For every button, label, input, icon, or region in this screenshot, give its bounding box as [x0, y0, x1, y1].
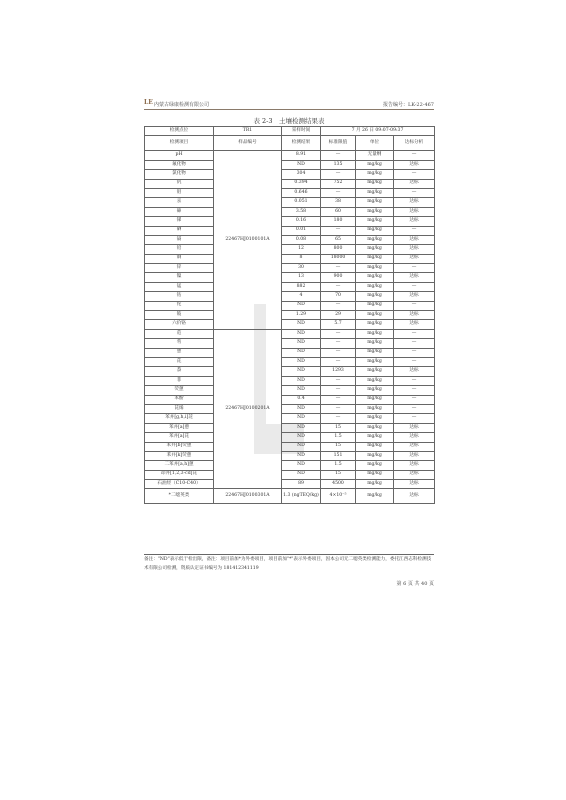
table-row	[145, 461, 435, 470]
item-cell: 苯酚	[145, 395, 214, 404]
unit-cell: mg/kg	[356, 226, 394, 235]
company-name: 内蒙古绿康检测有限公司	[154, 102, 210, 108]
item-cell: 汞	[145, 198, 214, 207]
table-row	[145, 470, 435, 479]
unit-cell: mg/kg	[356, 264, 394, 273]
item-cell: 锰	[145, 282, 214, 291]
result-cell: 882	[282, 282, 321, 291]
item-cell: 镉	[145, 235, 214, 244]
table-row	[145, 273, 435, 282]
unit-cell: mg/kg	[356, 207, 394, 216]
analysis-cell: 达标	[394, 470, 435, 479]
footnote: 备注："ND"表示低于检出限，备注：项目前加*为外委项目，项目前加"*"表示外委项目，因本公司无二噁英类检测能力，委托江西志科检测技术有限公司检测，资质认定证书编号为 181412341119	[144, 554, 434, 573]
result-cell: 12	[282, 245, 321, 254]
item-cell: 萘	[145, 367, 214, 376]
limit-cell: 5.7	[321, 320, 356, 329]
analysis-cell: 达标	[394, 311, 435, 320]
table-row	[145, 282, 435, 291]
limit-cell: 15	[321, 470, 356, 479]
table-row	[145, 329, 435, 338]
limit-cell: —	[321, 151, 356, 160]
company-logo: LE	[144, 99, 153, 106]
analysis-cell: 达标	[394, 273, 435, 282]
limit-cell: 135	[321, 160, 356, 169]
analysis-cell: 达标	[394, 451, 435, 460]
unit-cell: mg/kg	[356, 433, 394, 442]
limit-cell: 1.5	[321, 433, 356, 442]
unit-cell: mg/kg	[356, 301, 394, 310]
unit-cell: mg/kg	[356, 160, 394, 169]
table-row	[145, 311, 435, 320]
table-row	[145, 376, 435, 385]
unit-cell: mg/kg	[356, 245, 394, 254]
table-row	[145, 423, 435, 432]
limit-cell: —	[321, 395, 356, 404]
result-cell: ND	[282, 386, 321, 395]
limit-cell: 70	[321, 292, 356, 301]
item-cell: 芴	[145, 339, 214, 348]
item-cell: 苯并[k]荧蒽	[145, 451, 214, 460]
analysis-cell: —	[394, 386, 435, 395]
result-cell: 8	[282, 254, 321, 263]
item-cell: 苊	[145, 329, 214, 338]
table-row	[145, 151, 435, 160]
soil-results-table	[144, 126, 435, 504]
item-cell: 二苯并[a,h]蒽	[145, 461, 214, 470]
header-row	[145, 136, 435, 151]
analysis-cell: 达标	[394, 198, 435, 207]
limit-cell: 151	[321, 451, 356, 460]
limit-cell: 18000	[321, 254, 356, 263]
col-unit: 单位	[356, 136, 394, 151]
limit-cell: —	[321, 170, 356, 179]
table-row	[145, 367, 435, 376]
unit-cell: mg/kg	[356, 470, 394, 479]
table-row	[145, 226, 435, 235]
sample-id-cell: 22467HJ0100201A	[214, 329, 282, 489]
unit-cell: mg/kg	[356, 188, 394, 197]
unit-cell: mg/kg	[356, 292, 394, 301]
table-row	[145, 357, 435, 366]
analysis-cell: 达标	[394, 245, 435, 254]
unit-cell: 无量纲	[356, 151, 394, 160]
result-cell: 13	[282, 273, 321, 282]
unit-cell: mg/kg	[356, 442, 394, 451]
analysis-cell: —	[394, 329, 435, 338]
result-cell: 1.29	[282, 311, 321, 320]
result-cell: 3.58	[282, 207, 321, 216]
result-cell: ND	[282, 301, 321, 310]
page-header	[144, 99, 434, 110]
limit-cell: 60	[321, 207, 356, 216]
result-cell: ND	[282, 414, 321, 423]
unit-cell: mg/kg	[356, 395, 394, 404]
limit-cell: —	[321, 301, 356, 310]
limit-cell: —	[321, 386, 356, 395]
unit-cell: mg/kg	[356, 357, 394, 366]
table-row	[145, 245, 435, 254]
analysis-cell: 达标	[394, 480, 435, 489]
limit-cell: 752	[321, 179, 356, 188]
unit-cell: mg/kg	[356, 348, 394, 357]
analysis-cell: —	[394, 282, 435, 291]
table-row	[145, 292, 435, 301]
limit-cell: —	[321, 414, 356, 423]
table-row	[145, 198, 435, 207]
item-cell: 锌	[145, 264, 214, 273]
table-title: 表 2-3 土壤检测结果表	[253, 117, 325, 125]
col-limit: 标准限值	[321, 136, 356, 151]
limit-cell: —	[321, 376, 356, 385]
col-result: 检测结果	[282, 136, 321, 151]
result-cell: ND	[282, 320, 321, 329]
analysis-cell: 达标	[394, 217, 435, 226]
table-row	[145, 320, 435, 329]
col-item: 检测项目	[145, 136, 214, 151]
result-cell: ND	[282, 442, 321, 451]
table-row	[145, 170, 435, 179]
item-cell: 铜	[145, 254, 214, 263]
table-row	[145, 480, 435, 489]
table-row	[145, 235, 435, 244]
unit-cell: mg/kg	[356, 404, 394, 413]
limit-cell: —	[321, 188, 356, 197]
limit-cell: 29	[321, 311, 356, 320]
item-cell: 砷	[145, 207, 214, 216]
item-cell: 苯并[a]蒽	[145, 423, 214, 432]
table-row	[145, 207, 435, 216]
analysis-cell: 达标	[394, 207, 435, 216]
analysis-cell: 达标	[394, 489, 435, 504]
limit-cell: 15	[321, 423, 356, 432]
table-row	[145, 433, 435, 442]
table-row	[145, 395, 435, 404]
unit-cell: mg/kg	[356, 235, 394, 244]
unit-cell: mg/kg	[356, 376, 394, 385]
analysis-cell: —	[394, 264, 435, 273]
analysis-cell: —	[394, 376, 435, 385]
item-cell: 铍	[145, 311, 214, 320]
analysis-cell: 达标	[394, 367, 435, 376]
analysis-cell: 达标	[394, 461, 435, 470]
item-cell: 铊	[145, 301, 214, 310]
result-cell: ND	[282, 339, 321, 348]
unit-cell: mg/kg	[356, 273, 394, 282]
item-cell: 锑	[145, 217, 214, 226]
limit-cell: 1293	[321, 367, 356, 376]
item-cell: 镍	[145, 273, 214, 282]
result-cell: ND	[282, 160, 321, 169]
item-cell: 氟化物	[145, 160, 214, 169]
table-row	[145, 451, 435, 460]
table-row	[145, 348, 435, 357]
analysis-cell: —	[394, 301, 435, 310]
analysis-cell: —	[394, 395, 435, 404]
result-cell: 1.3 (ngTEQ/kg)	[282, 489, 321, 504]
table-row	[145, 442, 435, 451]
analysis-cell: 达标	[394, 423, 435, 432]
analysis-cell: 达标	[394, 254, 435, 263]
result-cell: 89	[282, 480, 321, 489]
item-cell: 钼	[145, 188, 214, 197]
unit-cell: mg/kg	[356, 480, 394, 489]
unit-cell: mg/kg	[356, 489, 394, 504]
limit-cell: 4500	[321, 480, 356, 489]
unit-cell: mg/kg	[356, 320, 394, 329]
result-cell: 30	[282, 264, 321, 273]
result-cell: 8.91	[282, 151, 321, 160]
result-cell: ND	[282, 470, 321, 479]
analysis-cell: 达标	[394, 320, 435, 329]
item-cell: 石油烃（C10-C40）	[145, 480, 214, 489]
unit-cell: mg/kg	[356, 423, 394, 432]
result-cell: 0.08	[282, 235, 321, 244]
page-number: 第 6 页 共 40 页	[396, 581, 434, 587]
unit-cell: mg/kg	[356, 311, 394, 320]
analysis-cell: 达标	[394, 179, 435, 188]
result-cell: 0.01	[282, 226, 321, 235]
table-row	[145, 217, 435, 226]
item-cell: 苯并[b]荧蒽	[145, 442, 214, 451]
result-cell: ND	[282, 329, 321, 338]
analysis-cell: 达标	[394, 442, 435, 451]
limit-cell: —	[321, 339, 356, 348]
analysis-cell: —	[394, 151, 435, 160]
unit-cell: mg/kg	[356, 367, 394, 376]
result-cell: 0.051	[282, 198, 321, 207]
time-value: 7 月 26 日 09:07-09:37	[321, 127, 435, 136]
result-cell: ND	[282, 433, 321, 442]
report-page	[144, 94, 434, 594]
limit-cell: —	[321, 404, 356, 413]
table-row	[145, 414, 435, 423]
item-cell: 菲	[145, 376, 214, 385]
limit-cell: —	[321, 226, 356, 235]
limit-cell: —	[321, 282, 356, 291]
analysis-cell: 达标	[394, 235, 435, 244]
table-row	[145, 160, 435, 169]
result-cell: ND	[282, 376, 321, 385]
table-row	[145, 179, 435, 188]
item-cell: 氯化物	[145, 170, 214, 179]
table-row	[145, 489, 435, 504]
analysis-cell: —	[394, 357, 435, 366]
item-cell: 苯并[a]芘	[145, 433, 214, 442]
analysis-cell: —	[394, 348, 435, 357]
item-cell: 茚并[1,2,3-cd]芘	[145, 470, 214, 479]
limit-cell: 65	[321, 235, 356, 244]
analysis-cell: 达标	[394, 292, 435, 301]
limit-cell: —	[321, 329, 356, 338]
item-cell: *二噁英类	[145, 489, 214, 504]
table-row	[145, 301, 435, 310]
result-cell: 4	[282, 292, 321, 301]
item-cell: 芘烯	[145, 404, 214, 413]
table-row	[145, 188, 435, 197]
limit-cell: 1.5	[321, 461, 356, 470]
unit-cell: mg/kg	[356, 179, 394, 188]
sample-id-cell: 22467HJ0100301A	[214, 489, 282, 504]
limit-cell: —	[321, 264, 356, 273]
item-cell: pH	[145, 151, 214, 160]
item-cell: 芘	[145, 357, 214, 366]
report-number: 报告编号：LK-22-467	[383, 102, 434, 108]
analysis-cell: 达标	[394, 160, 435, 169]
unit-cell: mg/kg	[356, 339, 394, 348]
item-cell: 钴	[145, 292, 214, 301]
unit-cell: mg/kg	[356, 414, 394, 423]
unit-cell: mg/kg	[356, 282, 394, 291]
meta-row	[145, 127, 435, 136]
item-cell: 苯并[g,h,i]苝	[145, 414, 214, 423]
limit-cell: 4×10⁻⁵	[321, 489, 356, 504]
item-cell: 铅	[145, 245, 214, 254]
unit-cell: mg/kg	[356, 217, 394, 226]
analysis-cell: —	[394, 188, 435, 197]
analysis-cell: —	[394, 404, 435, 413]
result-cell: 0.394	[282, 179, 321, 188]
limit-cell: —	[321, 357, 356, 366]
point-label: 检测点位	[145, 127, 214, 136]
result-cell: ND	[282, 451, 321, 460]
col-analysis: 达标分析	[394, 136, 435, 151]
sample-id-cell: 22467HJ0100101A	[214, 151, 282, 329]
col-sample: 样品编号	[214, 136, 282, 151]
result-cell: ND	[282, 423, 321, 432]
item-cell: 硒	[145, 226, 214, 235]
table-row	[145, 386, 435, 395]
time-label: 采样时间	[282, 127, 321, 136]
result-cell: 304	[282, 170, 321, 179]
item-cell: 钒	[145, 179, 214, 188]
limit-cell: 180	[321, 217, 356, 226]
result-cell: 0.4	[282, 395, 321, 404]
limit-cell: 15	[321, 442, 356, 451]
limit-cell: —	[321, 348, 356, 357]
analysis-cell: —	[394, 226, 435, 235]
item-cell: 荧蒽	[145, 386, 214, 395]
limit-cell: 800	[321, 245, 356, 254]
unit-cell: mg/kg	[356, 170, 394, 179]
analysis-cell: —	[394, 170, 435, 179]
analysis-cell: —	[394, 414, 435, 423]
unit-cell: mg/kg	[356, 198, 394, 207]
result-cell: ND	[282, 367, 321, 376]
table-row	[145, 254, 435, 263]
result-cell: 0.16	[282, 217, 321, 226]
result-cell: 0.646	[282, 188, 321, 197]
result-cell: ND	[282, 404, 321, 413]
unit-cell: mg/kg	[356, 461, 394, 470]
analysis-cell: 达标	[394, 433, 435, 442]
table-row	[145, 404, 435, 413]
item-cell: 六价铬	[145, 320, 214, 329]
unit-cell: mg/kg	[356, 329, 394, 338]
table-row	[145, 264, 435, 273]
result-cell: ND	[282, 461, 321, 470]
result-cell: ND	[282, 348, 321, 357]
item-cell: 蒽	[145, 348, 214, 357]
point-value: TR1	[214, 127, 282, 136]
result-cell: ND	[282, 357, 321, 366]
unit-cell: mg/kg	[356, 254, 394, 263]
unit-cell: mg/kg	[356, 451, 394, 460]
table-row	[145, 339, 435, 348]
limit-cell: 900	[321, 273, 356, 282]
analysis-cell: —	[394, 339, 435, 348]
unit-cell: mg/kg	[356, 386, 394, 395]
limit-cell: 38	[321, 198, 356, 207]
